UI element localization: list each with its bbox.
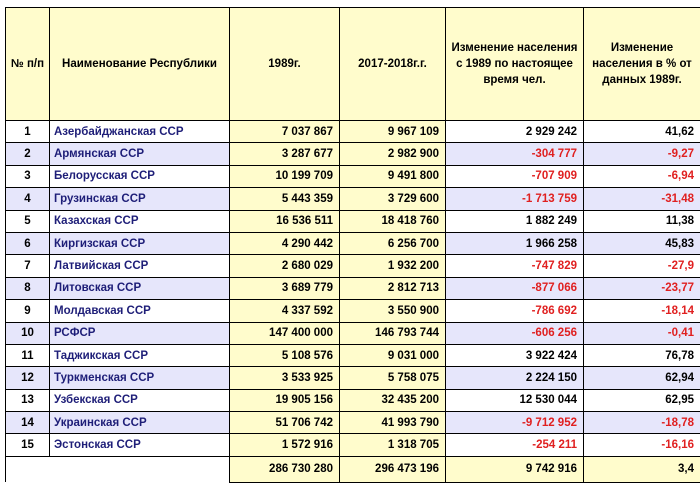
row-number: 10 (6, 322, 50, 344)
republic-name: Украинская ССР (50, 412, 230, 434)
table-row (6, 188, 700, 210)
republic-name: Узбекская ССР (50, 389, 230, 411)
row-number: 7 (6, 255, 50, 277)
population-change-percent: -18,78 (584, 412, 700, 434)
table-row (6, 300, 700, 322)
population-2017: 9 967 109 (340, 121, 446, 143)
total-change: 9 742 916 (446, 456, 584, 482)
population-change-percent: -18,14 (584, 300, 700, 322)
table-row (6, 210, 700, 232)
table-row (6, 165, 700, 187)
row-number: 15 (6, 434, 50, 456)
population-change: -786 692 (446, 300, 584, 322)
population-2017: 41 993 790 (340, 412, 446, 434)
population-2017: 5 758 075 (340, 367, 446, 389)
totals-blank-name (50, 456, 230, 482)
totals-row (6, 456, 700, 482)
republic-name: РСФСР (50, 322, 230, 344)
population-2017: 1 318 705 (340, 434, 446, 456)
republic-name: Белорусская ССР (50, 165, 230, 187)
population-change-percent: -31,48 (584, 188, 700, 210)
table-row (6, 367, 700, 389)
row-number: 11 (6, 344, 50, 366)
row-number: 2 (6, 143, 50, 165)
table-row (6, 277, 700, 299)
population-change-percent: -9,27 (584, 143, 700, 165)
population-change-percent: -27,9 (584, 255, 700, 277)
row-number: 12 (6, 367, 50, 389)
population-1989: 4 337 592 (230, 300, 340, 322)
population-change: 2 224 150 (446, 367, 584, 389)
population-change: 1 966 258 (446, 232, 584, 254)
population-2017: 3 729 600 (340, 188, 446, 210)
header-percent: Изменение населения в % от данных 1989г. (584, 8, 700, 121)
row-number: 8 (6, 277, 50, 299)
population-change: -747 829 (446, 255, 584, 277)
population-2017: 6 256 700 (340, 232, 446, 254)
population-2017: 146 793 744 (340, 322, 446, 344)
population-change-percent: 45,83 (584, 232, 700, 254)
population-change: 1 882 249 (446, 210, 584, 232)
population-change: -606 256 (446, 322, 584, 344)
republic-name: Туркменская ССР (50, 367, 230, 389)
republic-name: Молдавская ССР (50, 300, 230, 322)
population-change: -254 211 (446, 434, 584, 456)
population-change: 3 922 424 (446, 344, 584, 366)
table-body (6, 121, 700, 457)
population-2017: 2 982 900 (340, 143, 446, 165)
row-number: 14 (6, 412, 50, 434)
republic-name: Армянская ССР (50, 143, 230, 165)
republic-name: Азербайджанская ССР (50, 121, 230, 143)
population-table (5, 7, 700, 483)
population-change: -9 712 952 (446, 412, 584, 434)
republic-name: Киргизская ССР (50, 232, 230, 254)
population-1989: 147 400 000 (230, 322, 340, 344)
row-number: 4 (6, 188, 50, 210)
population-2017: 18 418 760 (340, 210, 446, 232)
population-change: -877 066 (446, 277, 584, 299)
population-change: -1 713 759 (446, 188, 584, 210)
row-number: 13 (6, 389, 50, 411)
population-change: -707 909 (446, 165, 584, 187)
republic-name: Литовская ССР (50, 277, 230, 299)
row-number: 1 (6, 121, 50, 143)
population-change: 12 530 044 (446, 389, 584, 411)
population-1989: 2 680 029 (230, 255, 340, 277)
header-1989: 1989г. (230, 8, 340, 121)
population-change-percent: 62,95 (584, 389, 700, 411)
population-1989: 3 689 779 (230, 277, 340, 299)
header-row (6, 8, 700, 121)
republic-name: Эстонская ССР (50, 434, 230, 456)
population-change: 2 929 242 (446, 121, 584, 143)
total-1989: 286 730 280 (230, 456, 340, 482)
row-number: 9 (6, 300, 50, 322)
population-1989: 5 108 576 (230, 344, 340, 366)
table-row (6, 389, 700, 411)
totals-blank-num (6, 456, 50, 482)
population-2017: 2 812 713 (340, 277, 446, 299)
population-change-percent: 62,94 (584, 367, 700, 389)
row-number: 3 (6, 165, 50, 187)
total-2017: 296 473 196 (340, 456, 446, 482)
population-2017: 3 550 900 (340, 300, 446, 322)
population-2017: 9 031 000 (340, 344, 446, 366)
row-number: 5 (6, 210, 50, 232)
table-row (6, 121, 700, 143)
table-row (6, 232, 700, 254)
header-2017: 2017-2018г.г. (340, 8, 446, 121)
republic-name: Грузинская ССР (50, 188, 230, 210)
table-row (6, 255, 700, 277)
table-row (6, 322, 700, 344)
population-2017: 1 932 200 (340, 255, 446, 277)
population-1989: 7 037 867 (230, 121, 340, 143)
republic-name: Казахская ССР (50, 210, 230, 232)
population-2017: 32 435 200 (340, 389, 446, 411)
population-change-percent: -6,94 (584, 165, 700, 187)
population-change-percent: 76,78 (584, 344, 700, 366)
population-change: -304 777 (446, 143, 584, 165)
total-percent: 3,4 (584, 456, 700, 482)
population-1989: 16 536 511 (230, 210, 340, 232)
table-row (6, 434, 700, 456)
table-row (6, 412, 700, 434)
header-num: № п/п (6, 8, 50, 121)
population-1989: 5 443 359 (230, 188, 340, 210)
population-change-percent: -16,16 (584, 434, 700, 456)
population-1989: 1 572 916 (230, 434, 340, 456)
table-row (6, 143, 700, 165)
population-1989: 3 533 925 (230, 367, 340, 389)
population-change-percent: -0,41 (584, 322, 700, 344)
population-1989: 3 287 677 (230, 143, 340, 165)
population-1989: 51 706 742 (230, 412, 340, 434)
table-row (6, 344, 700, 366)
population-change-percent: 11,38 (584, 210, 700, 232)
republic-name: Латвийская ССР (50, 255, 230, 277)
row-number: 6 (6, 232, 50, 254)
population-1989: 10 199 709 (230, 165, 340, 187)
population-2017: 9 491 800 (340, 165, 446, 187)
population-change-percent: 41,62 (584, 121, 700, 143)
population-change-percent: -23,77 (584, 277, 700, 299)
population-1989: 19 905 156 (230, 389, 340, 411)
header-change: Изменение населения с 1989 по настоящее время чел. (446, 8, 584, 121)
republic-name: Таджикская ССР (50, 344, 230, 366)
header-name: Наименование Республики (50, 8, 230, 121)
population-1989: 4 290 442 (230, 232, 340, 254)
